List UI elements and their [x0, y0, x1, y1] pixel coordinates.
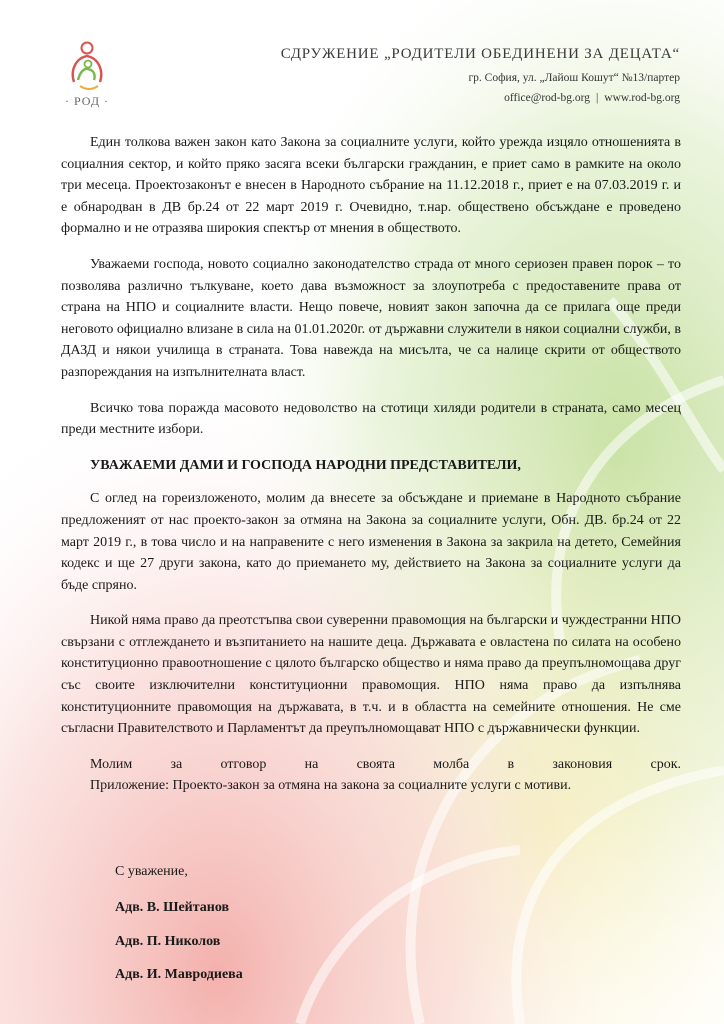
attachment-line: Приложение: Проекто-закон за отмяна на закона за социалните услуги с мотиви.	[90, 778, 572, 794]
paragraph-3: Всичко това поражда масовото недоволство на стотици хиляди родители в страната, само месец преди местните избори.	[61, 400, 681, 438]
contact-separator: |	[595, 92, 599, 104]
paragraph-5: Никой няма право да преотстъпва свои суверенни правомощия на български и чуждестранни НПО свързани с отглеждането и възпитанието на нашите деца. Държавата е овластена по силата на особено конституционно правоотношение с цялото българско общество и няма право да преупълномощава друг със своите изключителни конституционни правомощия. НПО няма право да изпълнява конституционните правомощия на държавата, в т.ч. и в областта на семейните отношения. Не сме съгласни Правителството и Парламентът да преупълномощават НПО с държавнически функции.	[61, 613, 681, 737]
signatory-3: Адв. И. Мавродиева	[115, 967, 243, 982]
signatory-2: Адв. П. Николов	[115, 934, 221, 949]
closing-phrase: С уважение,	[115, 864, 188, 879]
paragraph-2: Уважаеми господа, новото социално законодателство страда от много сериозен правен порок – то позволява различно тълкуване, което дава възможност за злоупотреба с предоставените права от страна на НПО и социалните власти. Нещо повече, новият закон започна да се прилага още преди неговото официално влизане в сила на 01.01.2020г. от държавни служители в някои социални служби, в ДАЗД и някои училища в страната. Това навежда на мисълта, че са налице скрити от обществото разпореждания на изпълнителната власт.	[61, 256, 681, 380]
organization-contact	[504, 92, 680, 104]
letter-body	[61, 132, 681, 811]
address-heading: УВАЖАЕМИ ДАМИ И ГОСПОДА НАРОДНИ ПРЕДСТАВИТЕЛИ,	[90, 457, 521, 473]
organization-address: гр. София, ул. „Лайош Кошут“ №13/партер	[468, 72, 680, 84]
request-block	[61, 754, 681, 797]
logo-text: · РОД ·	[64, 94, 110, 108]
organization-name: СДРУЖЕНИЕ „РОДИТЕЛИ ОБЕДИНЕНИ ЗА ДЕЦАТА“	[280, 46, 680, 62]
rod-logo	[58, 36, 116, 116]
email-link[interactable]: office@rod-bg.org	[504, 92, 590, 104]
request-line: Молим за отговор на своята молба в законовия срок.	[90, 756, 681, 772]
paragraph-1: Един толкова важен закон като Закона за социалните услуги, който урежда изцяло отношенията в социалния сектор, и който пряко засяга всеки български гражданин, е приет само в рамките на около три месеца. Проектозаконът е внесен в Народното събрание на 11.12.2018 г., приет е на 07.03.2019 г. и е обнародван в ДВ бр.24 от 22 март 2019 г. Очевидно, т.нар. обществено обсъждане е проведено формално и не отразява широкия спектър от мнения в обществото.	[61, 135, 681, 237]
paragraph-4: С оглед на гореизложеното, молим да внесете за обсъждане и приемане в Народното събрание предложеният от нас проекто-закон за отмяна на Закона за социалните услуги, Обн. ДВ. бр.24 от 22 март 2019 г., в това число и на направените с него изменения в Закона за закрила на детето, Семейния кодекс и ще 27 други закона, като до приемането му, действието на Закона за социалните услуги да бъде спряно.	[61, 491, 681, 593]
signatory-1: Адв. В. Шейтанов	[115, 900, 230, 915]
website-link[interactable]: www.rod-bg.org	[604, 92, 680, 104]
family-logo-icon	[58, 36, 116, 94]
